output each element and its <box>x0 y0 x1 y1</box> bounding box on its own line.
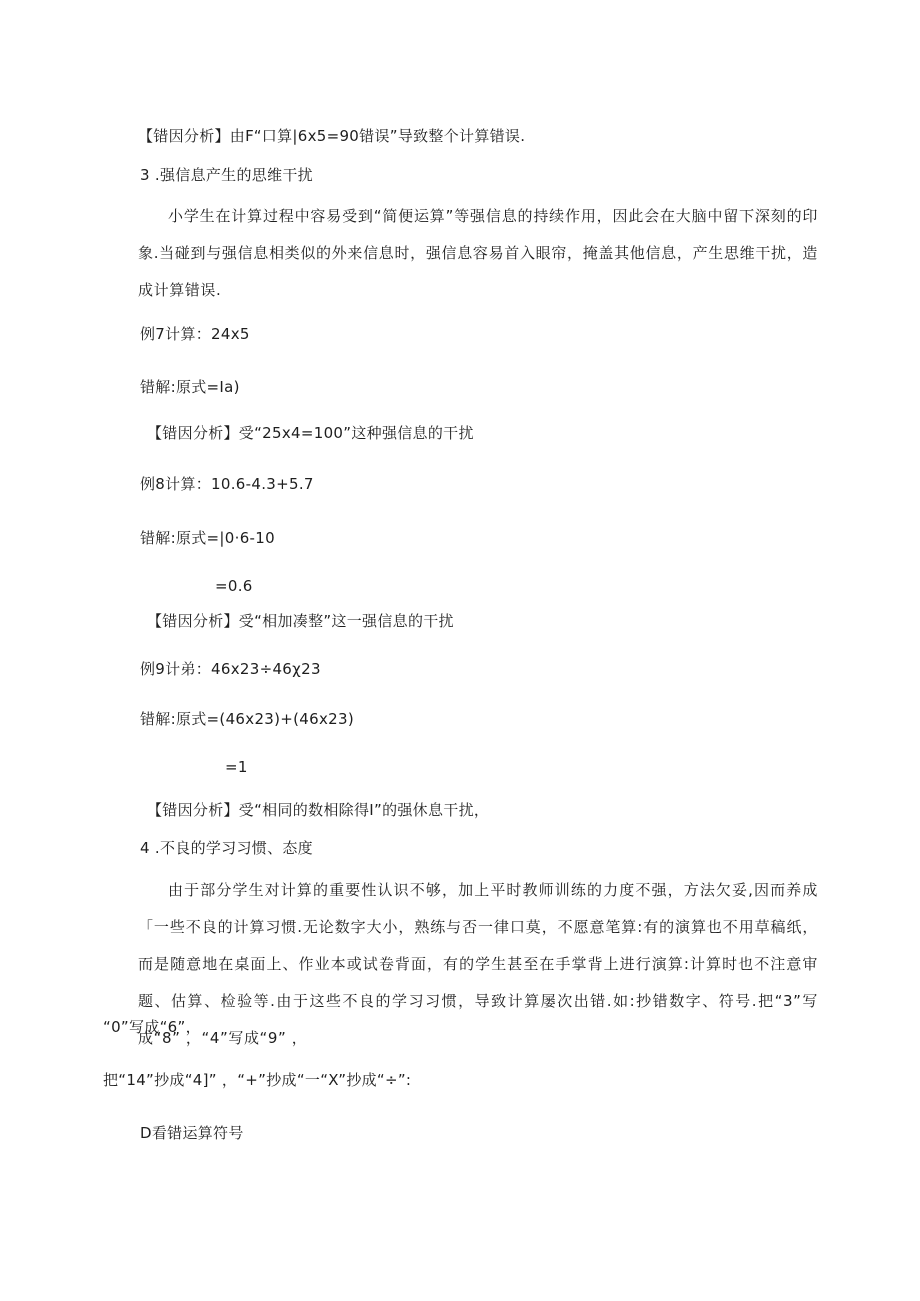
section-heading-3: 3 .强信息产生的思维干扰 <box>140 166 313 184</box>
quote-line: “0”写成“6”， <box>103 1018 201 1036</box>
example-9-wrong-solution: 错解:原式=(46x23)+(46x23) <box>140 710 355 728</box>
section-heading-4: 4 .不良的学习习惯、态度 <box>140 839 313 857</box>
example-8-result: =0.6 <box>215 577 253 595</box>
list-item-d: D看错运算符号 <box>140 1124 244 1142</box>
example-7-error-analysis: 【错因分析】受“25x4=100”这种强信息的干扰 <box>147 424 474 442</box>
error-analysis-1: 【错因分析】由F“口算|6x5=90错误”导致整个计算错误. <box>138 127 526 145</box>
example-7-wrong-solution: 错解:原式=Ia) <box>140 378 240 396</box>
paragraph-strong-information: 小学生在计算过程中容易受到“简便运算”等强信息的持续作用，因此会在大脑中留下深刻的印象.当碰到与强信息相类似的外来信息时，强信息容易首入眼帘，掩盖其他信息，产生思维干扰，造成计算错误. <box>138 207 818 299</box>
example-8-error-analysis: 【错因分析】受“相加凑整”这一强信息的干扰 <box>147 612 454 630</box>
example-9-result: =1 <box>225 758 248 776</box>
example-9: 例9计弟：46x23÷46χ23 <box>140 660 321 678</box>
example-9-error-analysis: 【错因分析】受“相同的数相除得I”的强休息干扰， <box>147 801 490 819</box>
example-8: 例8计算：10.6-4.3+5.7 <box>140 475 314 493</box>
paragraph-bad-habits: 由于部分学生对计算的重要性认识不够，加上平时教师训练的力度不强，方法欠妥,因而养成「一些不良的计算习惯.无论数字大小，熟练与否一律口莫，不愿意笔算:有的演算也不用草稿纸，而是随意地在桌面上、作业本或试卷背面，有的学生甚至在手掌背上进行演算:计算时也不注意审题、估算、检验等.由于这些不良的学习习惯，导致计算屡次出错.如:抄错数字、符号.把“3”写成“8” ，“4”写成“9” ， <box>138 881 818 1047</box>
copy-errors-line: 把“14”抄成“4]” ，“+”抄成“一“X”抄成“÷”: <box>103 1071 412 1089</box>
example-8-wrong-solution: 错解:原式=|0·6-10 <box>140 529 275 547</box>
example-7: 例7计算：24x5 <box>140 325 250 343</box>
